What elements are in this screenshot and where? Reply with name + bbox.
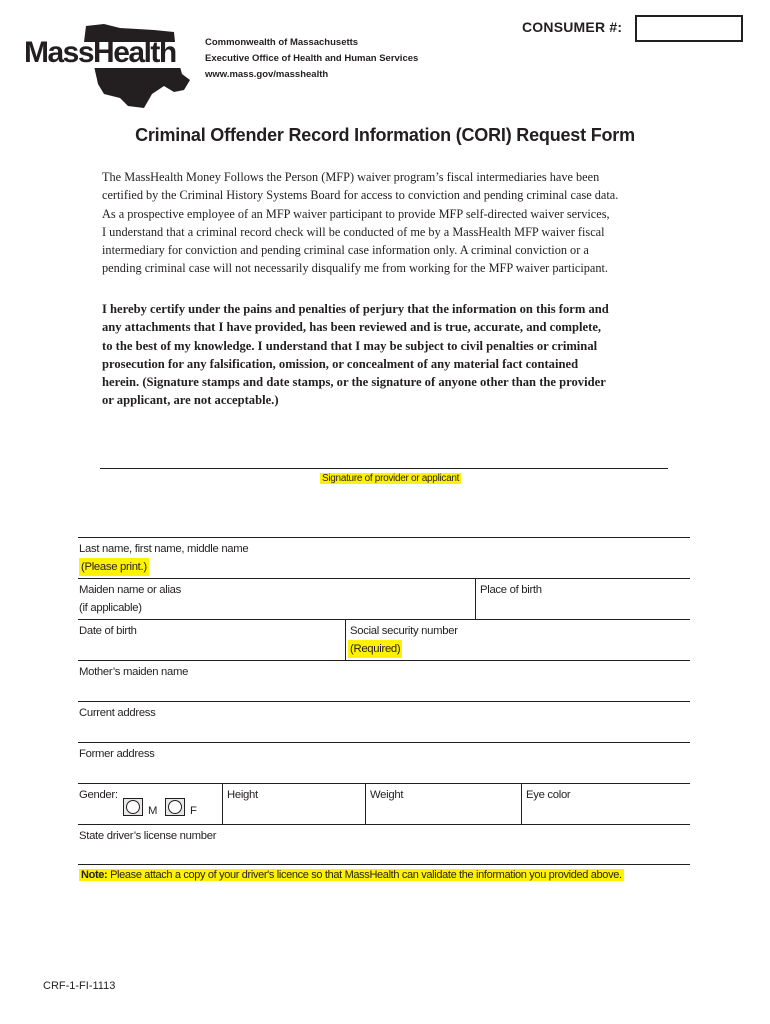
signature-label: Signature of provider or applicant [322, 473, 460, 484]
gender-label: Gender: [79, 789, 118, 801]
gender-female-label: F [190, 805, 197, 817]
height-label: Height [227, 789, 258, 801]
maiden-name-label: Maiden name or alias [79, 584, 182, 596]
intro-line: certified by the Criminal History Systems Board for access to conviction and pending criminal case data. [102, 188, 619, 203]
intro-line: As a prospective employee of an MFP waiver participant to provide MFP self-directed waiver services, [102, 206, 610, 221]
certify-line: any attachments that I have provided, has been reviewed and is true, accurate, and complete, [102, 320, 602, 335]
row-divider [78, 578, 690, 579]
ssn-required-note: (Required) [348, 640, 402, 658]
maiden-name-note: (if applicable) [79, 602, 142, 614]
agency-line: Executive Office of Health and Human Services [205, 53, 419, 64]
name-label: Last name, first name, middle name [79, 543, 249, 555]
form-title: Criminal Offender Record Information (CORI) Request Form [135, 125, 635, 145]
column-divider [365, 783, 366, 824]
row-divider [78, 742, 690, 743]
agency-line: Commonwealth of Massachusetts [205, 37, 359, 48]
radio-circle-icon [168, 800, 182, 814]
row-divider [78, 660, 690, 661]
attachment-note [79, 869, 624, 881]
signature-field[interactable] [100, 468, 668, 469]
logo-wordmark: MassHealth [24, 36, 176, 69]
column-divider [222, 783, 223, 824]
gender-female-radio[interactable] [165, 798, 185, 816]
row-divider [78, 701, 690, 702]
certify-line: or applicant, are not acceptable.) [102, 393, 279, 408]
certify-line: herein. (Signature stamps and date stamps, or the signature of anyone other than the provider [102, 375, 606, 390]
consumer-number-field[interactable] [635, 15, 743, 42]
intro-line: intermediary for conviction and pending criminal case information only. A criminal conviction or a [102, 243, 589, 258]
intro-line: The MassHealth Money Follows the Person (MFP) waiver program’s fiscal intermediaries have been [102, 170, 600, 184]
consumer-number-label: CONSUMER #: [522, 19, 623, 35]
column-divider [345, 619, 346, 660]
name-note: (Please print.) [79, 558, 149, 576]
agency-url: www.mass.gov/masshealth [205, 69, 329, 80]
drivers-license-label: State driver’s license number [79, 830, 217, 842]
intro-line: pending criminal case will not necessarily disqualify me from working for the MFP waiver participant. [102, 261, 608, 276]
note-text: Please attach a copy of your driver's licence so that MassHealth can validate the information you provided above. [107, 869, 622, 881]
row-divider [78, 619, 690, 620]
gender-male-radio[interactable] [123, 798, 143, 816]
date-of-birth-label: Date of birth [79, 625, 137, 637]
current-address-label: Current address [79, 707, 156, 719]
former-address-label: Former address [79, 748, 155, 760]
intro-line: I understand that a criminal record check will be conducted of me by a MassHealth MFP waiver fiscal [102, 224, 605, 239]
column-divider [521, 783, 522, 824]
ssn-label: Social security number [350, 625, 458, 637]
form-top-rule [78, 537, 690, 538]
gender-male-label: M [148, 805, 158, 817]
eye-color-label: Eye color [526, 789, 571, 801]
weight-label: Weight [370, 789, 404, 801]
row-divider [78, 824, 690, 825]
certify-line: to the best of my knowledge. I understand that I may be subject to civil penalties or criminal [102, 338, 598, 353]
certification-paragraph [102, 300, 662, 410]
place-of-birth-label: Place of birth [480, 584, 542, 596]
form-code: CRF-1-FI-1113 [43, 980, 116, 992]
certify-line: I hereby certify under the pains and penalties of perjury that the information on this form and [102, 302, 609, 316]
radio-circle-icon [126, 800, 140, 814]
column-divider [475, 578, 476, 619]
intro-paragraph [102, 168, 662, 278]
agency-info [205, 35, 418, 83]
certify-line: prosecution for any falsification, omission, or concealment of any material fact contained [102, 356, 579, 371]
masshealth-logo [24, 22, 194, 112]
mothers-maiden-name-label: Mother’s maiden name [79, 666, 189, 678]
row-divider [78, 783, 690, 784]
note-label: Note: [81, 869, 108, 881]
form-bottom-rule [78, 864, 690, 865]
